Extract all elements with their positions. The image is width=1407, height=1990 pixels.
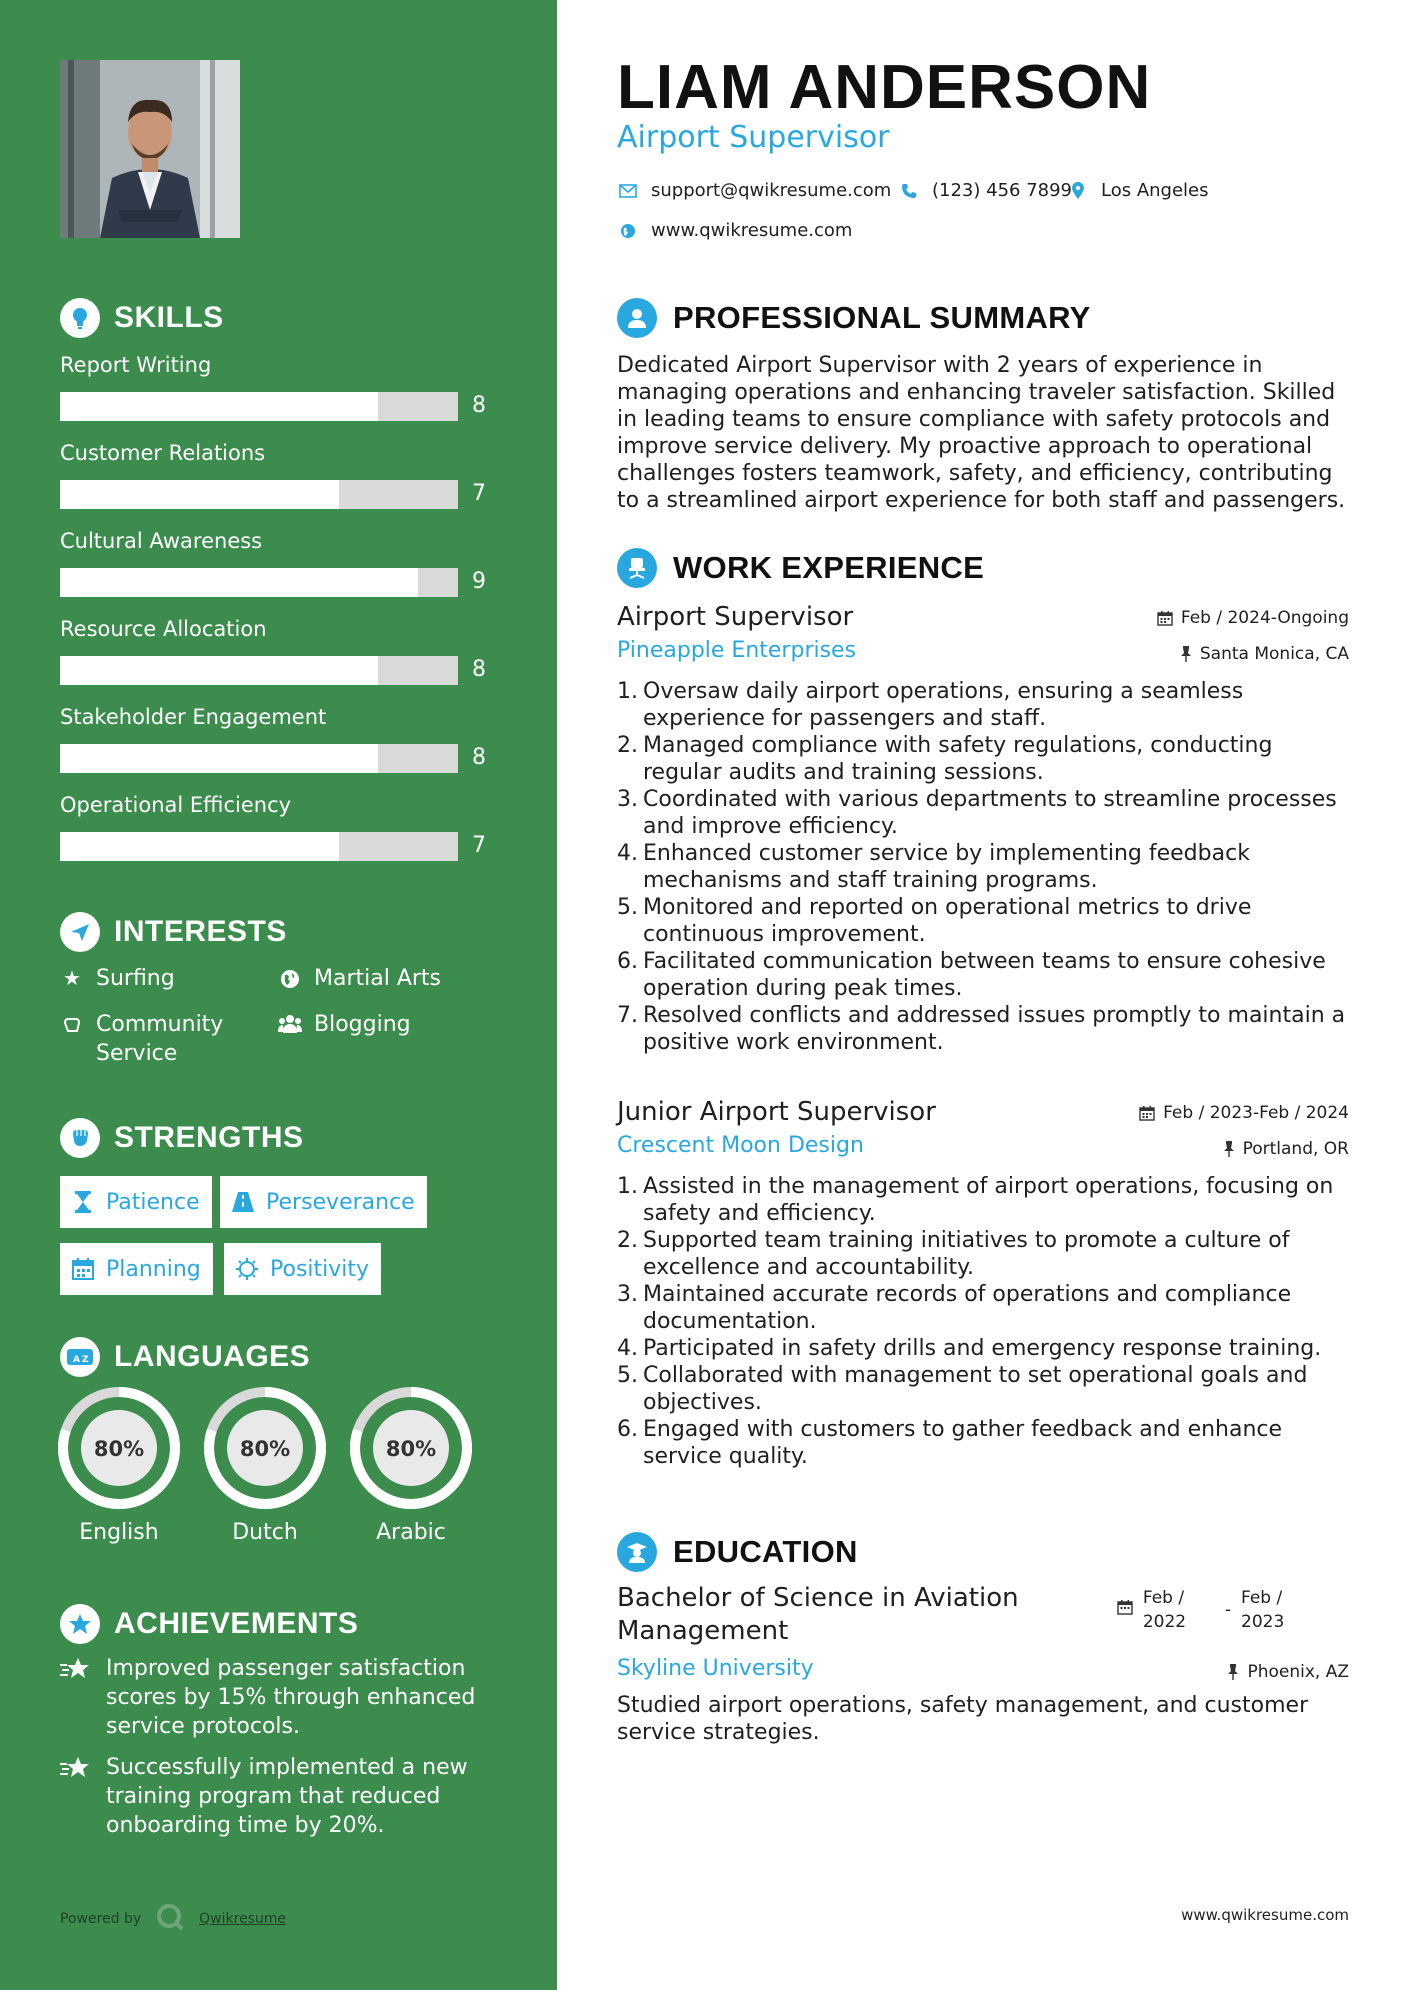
language-level: 80% [385,1437,437,1461]
language-item [349,1386,473,1545]
job-duty: 3. Coordinated with various departments to streamline processes and improve efficiency. [617,786,1349,840]
job-duty-text: Coordinated with various departments to streamline processes and improve efficiency. [643,787,1337,839]
job-duty-text: Managed compliance with safety regulations, conducting regular audits and training sessions. [643,733,1273,785]
language-ring [203,1386,327,1510]
job-duty-text: Maintained accurate records of operations and compliance documentation. [643,1282,1292,1334]
qwikresume-logo-icon [155,1902,185,1936]
sidebar [0,0,557,1990]
skill-value: 8 [472,745,486,770]
star-icon [60,1753,92,1840]
interest-item [278,964,498,997]
job-duties [617,1173,1349,1470]
skill-item [60,616,500,682]
user-icon [617,298,657,338]
job-location [1223,1139,1349,1159]
job-duty-text: Enhanced customer service by implementing feedback mechanisms and staff training programs. [643,841,1250,893]
strengths-title-text: STRENGTHS [114,1121,304,1154]
sun-icon [236,1258,258,1280]
job-duty-text: Oversaw daily airport operations, ensuring a seamless experience for passengers and staff. [643,679,1244,731]
users-icon [278,1010,302,1042]
skill-bar-fill [60,656,378,685]
interests-title-text: INTERESTS [114,915,287,948]
svg-text:Z: Z [82,1355,90,1365]
interest-label: Martial Arts [314,966,442,991]
experience-title [617,548,984,588]
job-duty: 2. Supported team training initiatives to promote a culture of excellence and accountability. [617,1227,1349,1281]
skill-item [60,528,500,594]
summary-title [617,298,1091,338]
calendar-icon [1139,1105,1155,1121]
calendar-icon [72,1258,94,1280]
strength-badge [224,1243,381,1295]
map-pin-icon [1067,182,1089,200]
phone-icon [898,183,920,199]
language-level: 80% [239,1437,291,1461]
interest-label: Community Service [96,1012,224,1066]
achievement-item [60,1753,500,1840]
skill-name: Report Writing [60,353,212,377]
languages-title [60,1337,310,1377]
globe-icon [278,964,302,997]
experience-title-text: WORK EXPERIENCE [673,550,985,585]
job-duty-text: Monitored and reported on operational metrics to drive continuous improvement. [643,895,1252,947]
contact-website[interactable] [617,220,852,241]
summary-text: Dedicated Airport Supervisor with 2 years of experience in managing operations and enhancing traveler satisfaction. Skilled in leading teams to ensure compliance with safety protocols and improve service delivery. My proactive approach to operational challenges fosters teamwork, safety, and efficiency, contributing to a streamlined airport experience for both staff and passengers. [617,353,1346,513]
strength-label: Patience [106,1189,200,1215]
skill-bar [60,392,458,421]
job-duty: 6. Facilitated communication between teams to ensure cohesive operation during peak times. [617,948,1349,1002]
powered-by [60,1902,286,1936]
skill-value: 7 [472,833,486,858]
language-icon [60,1337,100,1377]
job-role: Junior Airport Supervisor [617,1097,936,1127]
job-duty: 6. Engaged with customers to gather feedback and enhance service quality. [617,1416,1349,1470]
skill-value: 9 [472,569,486,594]
hourglass-icon [72,1191,94,1213]
calendar-icon [1117,1586,1133,1634]
fist-icon [60,1118,100,1158]
skill-bar [60,832,458,861]
interest-item [278,1010,498,1042]
job-duty-text: Supported team training initiatives to promote a culture of excellence and accountability. [643,1228,1290,1280]
contact-phone[interactable] [898,180,1072,201]
phone-text: (123) 456 7899 [932,180,1073,201]
education-location [1227,1662,1349,1682]
strength-label: Planning [106,1256,201,1282]
skill-value: 7 [472,481,486,506]
job-duties [617,678,1349,1056]
pushpin-icon [1180,646,1192,662]
achievement-text: Improved passenger satisfaction scores by 15% through enhanced service protocols. [106,1656,476,1739]
hand-icon [60,1010,84,1043]
office-chair-icon [617,548,657,588]
language-ring [349,1386,473,1510]
contact-location [1067,180,1209,201]
education-date-separator: - [1224,1600,1231,1620]
interest-label: Surfing [96,966,175,991]
job-location [1180,644,1349,664]
envelope-icon [617,184,639,198]
paper-plane-icon [60,912,100,952]
skills-title-text: SKILLS [114,301,224,334]
language-ring [57,1386,181,1510]
email-text: support@qwikresume.com [651,180,892,201]
pushpin-icon [1227,1664,1239,1680]
strength-badge [220,1176,427,1228]
job-company: Pineapple Enterprises [617,638,857,663]
skill-name: Customer Relations [60,441,266,465]
education-title-text: EDUCATION [673,1534,858,1569]
job-duty-text: Resolved conflicts and addressed issues promptly to maintain a positive work environment. [643,1003,1346,1055]
star-icon [60,1654,92,1741]
pushpin-icon [1223,1141,1235,1157]
job-location-text: Santa Monica, CA [1199,644,1349,664]
globe-icon [617,223,639,239]
skill-item [60,440,500,506]
strength-badge [60,1176,212,1228]
education-location-text: Phoenix, AZ [1247,1662,1349,1682]
skills-title [60,298,224,338]
skill-value: 8 [472,393,486,418]
job-duty-text: Engaged with customers to gather feedback and enhance service quality. [643,1417,1283,1469]
education-end: Feb / 2023 [1241,1588,1285,1632]
job-duty-text: Participated in safety drills and emergency response training. [643,1336,1322,1361]
svg-text:A: A [73,1355,81,1365]
skill-bar [60,744,458,773]
education-degree: Bachelor of Science in Aviation Management [617,1583,1019,1646]
location-text: Los Angeles [1101,180,1209,201]
skill-value: 8 [472,657,486,682]
trophy-star-icon [60,1604,100,1644]
job-role: Airport Supervisor [617,602,854,632]
interest-item [60,1010,260,1068]
skill-bar-fill [60,392,378,421]
job-duty: 1. Assisted in the management of airport operations, focusing on safety and efficiency. [617,1173,1349,1227]
skill-name: Operational Efficiency [60,793,292,817]
profile-photo [60,60,240,238]
skill-bar-fill [60,832,339,861]
person-title: Airport Supervisor [617,120,890,155]
job-dates [1157,608,1349,628]
interest-item [60,964,260,993]
road-icon [232,1191,254,1213]
skill-bar-fill [60,568,418,597]
education-start: Feb / 2022 [1142,1588,1187,1632]
education-title [617,1532,858,1572]
skill-bar [60,480,458,509]
skill-name: Resource Allocation [60,617,267,641]
achievement-text: Successfully implemented a new training program that reduced onboarding time by 20%. [106,1755,468,1838]
strengths-title [60,1118,304,1158]
job-duty: 3. Maintained accurate records of operations and compliance documentation. [617,1281,1349,1335]
achievements-title-text: ACHIEVEMENTS [114,1607,359,1640]
language-name: Dutch [232,1520,298,1545]
job-entry [617,600,1349,1056]
interest-label: Blogging [314,1012,411,1037]
footer-url[interactable]: www.qwikresume.com [1181,1906,1349,1924]
job-duty: 7. Resolved conflicts and addressed issues promptly to maintain a positive work environment. [617,1002,1349,1056]
language-name: English [79,1520,159,1545]
language-item [203,1386,327,1545]
skill-bar [60,656,458,685]
job-duty: 4. Enhanced customer service by implementing feedback mechanisms and staff training programs. [617,840,1349,894]
interests-title [60,912,287,952]
job-duty: 5. Collaborated with management to set operational goals and objectives. [617,1362,1349,1416]
skill-item [60,352,500,418]
job-dates [1139,1103,1349,1123]
skill-name: Stakeholder Engagement [60,705,327,729]
strength-label: Positivity [270,1256,370,1282]
lightbulb-icon [60,298,100,338]
graduate-icon [617,1532,657,1572]
skill-name: Cultural Awareness [60,529,263,553]
language-item [57,1386,181,1545]
star-icon: ★ [63,966,81,990]
powered-by-link[interactable]: Qwikresume [199,1911,287,1927]
job-duty: 5. Monitored and reported on operational metrics to drive continuous improvement. [617,894,1349,948]
job-duty: 2. Managed compliance with safety regulations, conducting regular audits and training sessions. [617,732,1349,786]
skill-bar [60,568,458,597]
achievement-item [60,1654,500,1741]
education-entry [617,1582,1349,1746]
job-location-text: Portland, OR [1242,1139,1349,1159]
strength-label: Perseverance [266,1189,415,1215]
job-duty-text: Assisted in the management of airport operations, focusing on safety and efficiency. [643,1174,1334,1226]
skill-bar-fill [60,744,378,773]
job-company: Crescent Moon Design [617,1133,864,1158]
job-entry [617,1095,1349,1470]
skill-bar-fill [60,480,339,509]
job-dates-text: Feb / 2023-Feb / 2024 [1163,1103,1349,1123]
skill-item [60,704,500,770]
language-level: 80% [93,1437,145,1461]
skill-item [60,792,500,858]
contact-email[interactable] [617,180,891,201]
job-duty: 4. Participated in safety drills and emergency response training. [617,1336,1322,1361]
job-duty: 1. Oversaw daily airport operations, ensuring a seamless experience for passengers and staff. [617,678,1349,732]
job-dates-text: Feb / 2024-Ongoing [1180,608,1349,628]
website-text: www.qwikresume.com [651,220,853,241]
powered-by-label: Powered by [60,1911,142,1927]
person-name: LIAM ANDERSON [617,53,1152,122]
education-dates [1117,1586,1313,1634]
calendar-icon [1157,610,1173,626]
education-school: Skyline University [617,1656,814,1681]
job-duty-text: Facilitated communication between teams to ensure cohesive operation during peak times. [643,949,1326,1001]
summary-title-text: PROFESSIONAL SUMMARY [673,300,1091,335]
language-name: Arabic [376,1520,446,1545]
job-duty-text: Collaborated with management to set operational goals and objectives. [643,1363,1308,1415]
languages-title-text: LANGUAGES [114,1340,311,1373]
strength-badge [60,1243,213,1295]
achievements-title [60,1604,358,1644]
education-description: Studied airport operations, safety management, and customer service strategies. [617,1693,1309,1745]
